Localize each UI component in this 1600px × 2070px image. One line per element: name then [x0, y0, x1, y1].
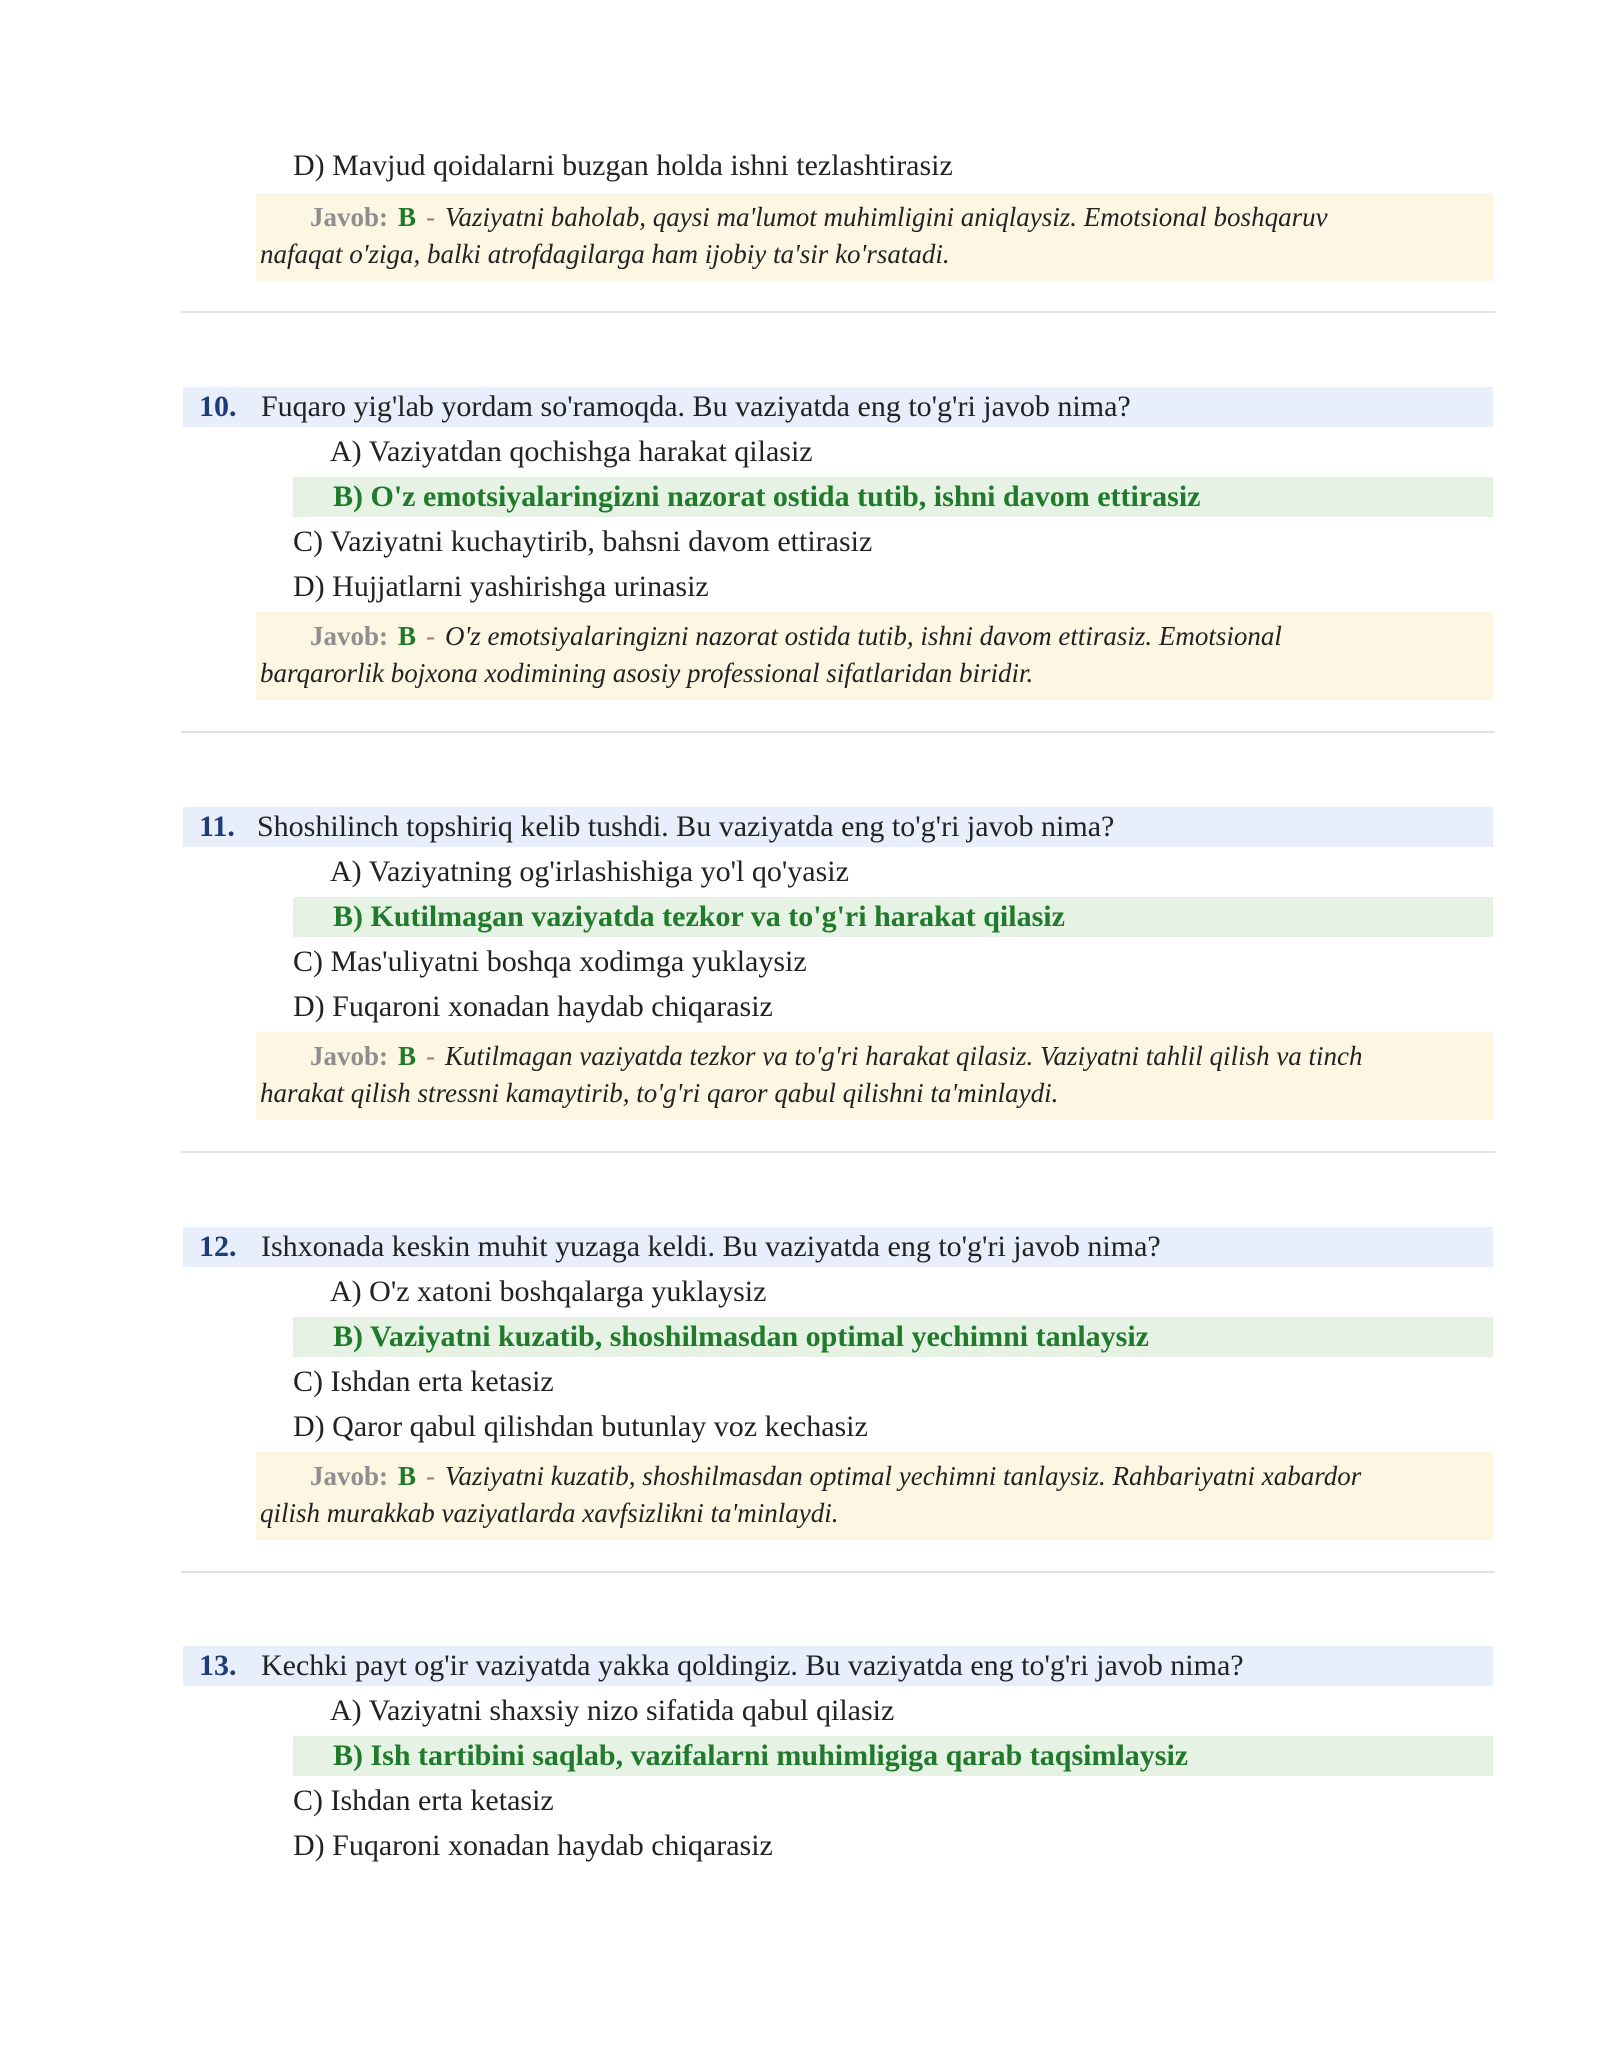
question-11-option-c: C) Mas'uliyatni boshqa xodimga yuklaysiz [293, 945, 807, 978]
answer-explanation-line1: Vaziyatni kuzatib, shoshilmasdan optimal yechimni tanlaysiz. Rahbariyatni xabardor [445, 1461, 1362, 1491]
question-10-answer-box [256, 612, 1493, 700]
question-13-option-a: A) Vaziyatni shaxsiy nizo sifatida qabul qilasiz [330, 1694, 895, 1727]
question-12-option-a: A) O'z xatoni boshqalarga yuklaysiz [330, 1275, 767, 1308]
question-13-option-c: C) Ishdan erta ketasiz [293, 1784, 554, 1817]
question-text: Shoshilinch topshiriq kelib tushdi. Bu vaziyatda eng to'g'ri javob nima? [257, 810, 1115, 843]
question-13-option-b-correct: B) Ish tartibini saqlab, vazifalarni muhimligiga qarab taqsimlaysiz [293, 1736, 1493, 1776]
answer-letter: B [398, 621, 417, 651]
answer-explanation-line1: Vaziyatni baholab, qaysi ma'lumot muhimligini aniqlaysiz. Emotsional boshqaruv [445, 202, 1328, 232]
question-text: Ishxonada keskin muhit yuzaga keldi. Bu vaziyatda eng to'g'ri javob nima? [261, 1230, 1161, 1263]
answer-dash: - [426, 202, 436, 232]
question-12-header [183, 1227, 1493, 1267]
separator [181, 311, 1495, 313]
question-text: Fuqaro yig'lab yordam so'ramoqda. Bu vaziyatda eng to'g'ri javob nima? [261, 390, 1131, 423]
question-9-option-d: D) Mavjud qoidalarni buzgan holda ishni tezlashtirasiz [293, 149, 953, 182]
answer-dash: - [426, 621, 436, 651]
question-11-answer-box [256, 1032, 1493, 1120]
question-11-header [183, 807, 1493, 847]
question-11-option-b-correct: B) Kutilmagan vaziyatda tezkor va to'g'ri harakat qilasiz [293, 897, 1493, 937]
separator [181, 1571, 1495, 1573]
separator [181, 1151, 1495, 1153]
question-11-option-a: A) Vaziyatning og'irlashishiga yo'l qo'yasiz [330, 855, 849, 888]
question-12-answer-box [256, 1452, 1493, 1540]
question-text: Kechki payt og'ir vaziyatda yakka qoldingiz. Bu vaziyatda eng to'g'ri javob nima? [261, 1649, 1244, 1682]
answer-letter: B [398, 1461, 417, 1491]
question-13-header [183, 1646, 1493, 1686]
question-10-option-a: A) Vaziyatdan qochishga harakat qilasiz [330, 435, 813, 468]
answer-explanation-line1: O'z emotsiyalaringizni nazorat ostida tutib, ishni davom ettirasiz. Emotsional [445, 621, 1282, 651]
answer-explanation-line2: harakat qilish stressni kamaytirib, to'g'ri qaror qabul qilishni ta'minlaydi. [260, 1078, 1059, 1108]
answer-letter: B [398, 202, 417, 232]
question-12-option-b-correct: B) Vaziyatni kuzatib, shoshilmasdan optimal yechimni tanlaysiz [293, 1317, 1493, 1357]
question-number: 12. [199, 1230, 237, 1263]
answer-explanation-line2: qilish murakkab vaziyatlarda xavfsizlikni ta'minlaydi. [260, 1498, 839, 1528]
answer-dash: - [426, 1041, 436, 1071]
question-11-option-d: D) Fuqaroni xonadan haydab chiqarasiz [293, 990, 773, 1023]
answer-letter: B [398, 1041, 417, 1071]
question-number: 13. [199, 1649, 237, 1682]
question-13-option-d: D) Fuqaroni xonadan haydab chiqarasiz [293, 1829, 773, 1862]
answer-explanation-line2: barqarorlik bojxona xodimining asosiy professional sifatlaridan biridir. [260, 658, 1034, 688]
answer-label: Javob: [310, 621, 389, 651]
answer-dash: - [426, 1461, 436, 1491]
answer-label: Javob: [310, 202, 389, 232]
question-12-option-c: C) Ishdan erta ketasiz [293, 1365, 554, 1398]
question-12-option-d: D) Qaror qabul qilishdan butunlay voz kechasiz [293, 1410, 868, 1443]
question-number: 10. [199, 390, 237, 423]
question-number: 11. [199, 810, 235, 843]
separator [181, 731, 1495, 733]
question-10-option-c: C) Vaziyatni kuchaytirib, bahsni davom ettirasiz [293, 525, 873, 558]
answer-label: Javob: [310, 1461, 389, 1491]
answer-explanation-line2: nafaqat o'ziga, balki atrofdagilarga ham ijobiy ta'sir ko'rsatadi. [260, 239, 950, 269]
question-10-header [183, 387, 1493, 427]
question-9-answer-box [256, 193, 1493, 281]
question-10-option-b-correct: B) O'z emotsiyalaringizni nazorat ostida tutib, ishni davom ettirasiz [293, 477, 1493, 517]
answer-explanation-line1: Kutilmagan vaziyatda tezkor va to'g'ri harakat qilasiz. Vaziyatni tahlil qilish va tinch [445, 1041, 1363, 1071]
answer-label: Javob: [310, 1041, 389, 1071]
question-10-option-d: D) Hujjatlarni yashirishga urinasiz [293, 570, 709, 603]
